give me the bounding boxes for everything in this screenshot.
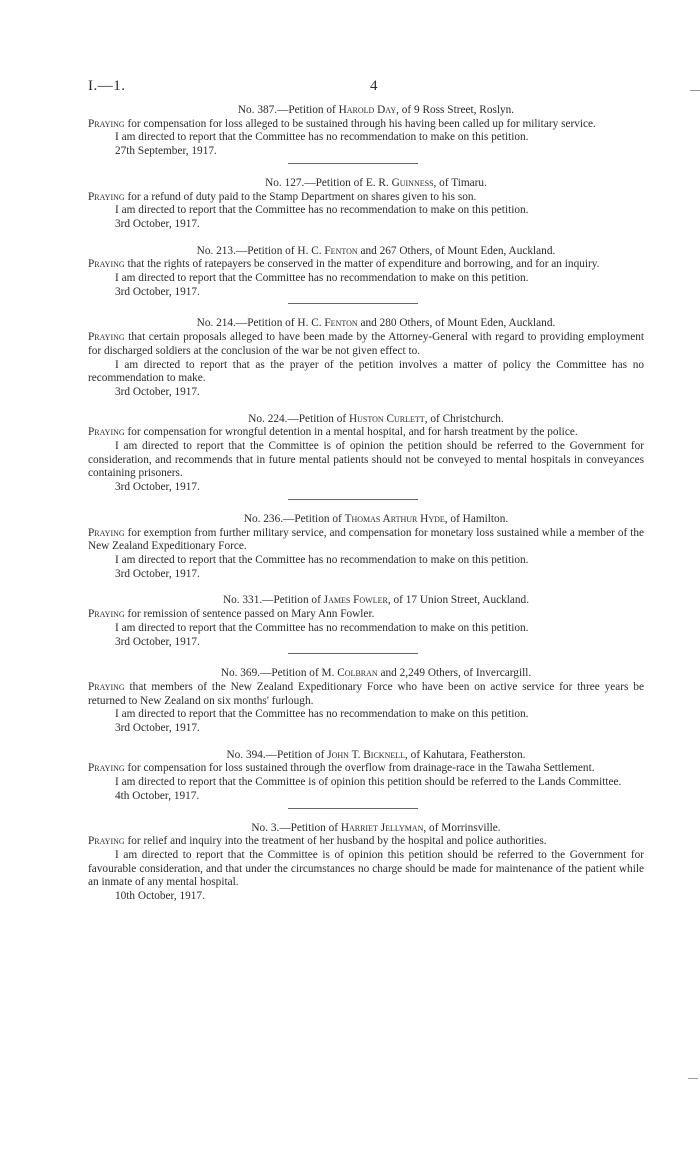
- petitioner-name: Thomas Arthur Hyde: [344, 512, 445, 525]
- petition-title: No. 369.—Petition of M. Colbran and 2,249 Others, of Invercargill.: [220, 667, 532, 680]
- petition-title: No. 331.—Petition of James Fowler, of 17 Union Street, Auckland.: [222, 594, 530, 607]
- committee-report: I am directed to report that the Committee has no recommendation to make on this petition.: [115, 272, 529, 285]
- petition-entry: [88, 513, 644, 582]
- petitioner-name: H. C. Fenton: [297, 244, 358, 257]
- petitioner-name: Huston Curlett: [348, 412, 425, 425]
- petition-title: No. 236.—Petition of Thomas Arthur Hyde, of Hamilton.: [243, 512, 509, 525]
- petitioner-name: John T. Bicknell: [327, 748, 406, 761]
- petitioner-name: Harold Day: [338, 104, 397, 116]
- petition-date: 3rd October, 1917.: [115, 567, 200, 580]
- petition-title: No. 394.—Petition of John T. Bicknell, of Kahutara, Featherston.: [226, 748, 526, 761]
- page-header: [88, 78, 648, 98]
- petition-title: No. 214.—Petition of H. C. Fenton and 280 Others, of Mount Eden, Auckland.: [196, 317, 556, 330]
- petition-entry: [88, 104, 644, 164]
- committee-report: I am directed to report that the Committee is of opinion this petition should be referred to the Government for favourable consideration, and that under the circumstances no charge should be made for maintenance of the patient while an inmate of any mental hospital.: [88, 848, 644, 889]
- petition-entry: [88, 749, 644, 809]
- committee-report: I am directed to report that the Committee has no recommendation to make on this petition.: [115, 553, 529, 566]
- page-number: 4: [370, 78, 378, 94]
- petition-date: 3rd October, 1917.: [115, 385, 200, 398]
- petition-prayer: Praying for remission of sentence passed on Mary Ann Fowler.: [88, 608, 375, 621]
- petition-prayer: Praying for compensation for loss alleged to be sustained through his having been called up for military service.: [88, 117, 596, 130]
- committee-report: I am directed to report that the Committee has no recommendation to make on this petition.: [115, 204, 529, 217]
- petition-date: 3rd October, 1917.: [115, 217, 200, 230]
- petitioner-name: Harriet Jellyman: [340, 821, 424, 834]
- scan-mark: [690, 90, 700, 91]
- petition-prayer: Praying for a refund of duty paid to the Stamp Department on shares given to his son.: [88, 190, 477, 203]
- petition-date: 3rd October, 1917.: [115, 285, 200, 298]
- petition-date: 27th September, 1917.: [115, 145, 217, 158]
- committee-report: I am directed to report that the Committee is of opinion this petition should be referred to the Lands Committee.: [115, 776, 622, 789]
- petition-entry: [88, 413, 644, 500]
- petition-entry: [88, 822, 644, 904]
- committee-report: I am directed to report that as the prayer of the petition involves a matter of policy the Committee has no recommendation to make.: [88, 358, 644, 385]
- petition-prayer: Praying for compensation for wrongful detention in a mental hospital, and for harsh treatment by the police.: [88, 426, 578, 439]
- committee-report: I am directed to report that the Committee has no recommendation to make on this petition.: [115, 131, 529, 144]
- petition-prayer: Praying that members of the New Zealand Expeditionary Force who have been on active service for three years be returned to New Zealand on six months' furlough.: [88, 680, 644, 707]
- petitions-list: [88, 104, 644, 904]
- petitioner-name: M. Colbran: [321, 667, 378, 680]
- petition-title: No. 213.—Petition of H. C. Fenton and 267 Others, of Mount Eden, Auckland.: [196, 244, 556, 257]
- petition-entry: [88, 594, 644, 654]
- petition-prayer: Praying for relief and inquiry into the treatment of her husband by the hospital and police authorities.: [88, 835, 547, 848]
- petition-title: No. 127.—Petition of E. R. Guinness, of Timaru.: [265, 176, 487, 189]
- petition-prayer: Praying for compensation for loss sustained through the overflow from drainage-race in the Tawaha Settlement.: [88, 762, 595, 775]
- committee-report: I am directed to report that the Committee has no recommendation to make on this petition.: [115, 708, 529, 721]
- petition-entry: [88, 177, 644, 232]
- petition-entry: [88, 245, 644, 305]
- petition-prayer: Praying that certain proposals alleged to have been made by the Attorney-General with regard to providing employment for discharged soldiers at the conclusion of the war be not given effect to.: [88, 331, 644, 357]
- petition-prayer: Praying that the rights of ratepayers be conserved in the matter of expenditure and borrowing, and for an inquiry.: [88, 258, 600, 271]
- petition-date: 10th October, 1917.: [115, 890, 205, 903]
- petition-title: No. 3.—Petition of Harriet Jellyman, of Morrinsville.: [251, 821, 501, 834]
- petition-date: 3rd October, 1917.: [115, 481, 200, 494]
- petition-entry: [88, 667, 644, 736]
- petition-date: 4th October, 1917.: [115, 789, 200, 802]
- committee-report: I am directed to report that the Committee is of opinion the petition should be referred to the Government for consideration, and recommends that in future mental patients should not be conveyed to mental hospitals in conveyances containing prisoners.: [88, 440, 644, 480]
- petition-date: 3rd October, 1917.: [115, 635, 200, 648]
- petition-title: No. 224.—Petition of Huston Curlett, of Christchurch.: [248, 412, 504, 425]
- petitioner-name: H. C. Fenton: [297, 317, 358, 330]
- scan-mark: [688, 1078, 698, 1079]
- petition-date: 3rd October, 1917.: [115, 722, 200, 735]
- petition-title: No. 387.—Petition of Harold Day, of 9 Ross Street, Roslyn.: [237, 104, 515, 116]
- document-reference: I.—1.: [88, 78, 126, 94]
- committee-report: I am directed to report that the Committee has no recommendation to make on this petition.: [115, 621, 529, 634]
- petitioner-name: James Fowler: [323, 594, 388, 607]
- petition-prayer: Praying for exemption from further military service, and compensation for monetary loss sustained while a member of the New Zealand Expeditionary Force.: [88, 526, 644, 553]
- petition-entry: [88, 317, 644, 399]
- petitioner-name: E. R. Guinness: [365, 176, 434, 189]
